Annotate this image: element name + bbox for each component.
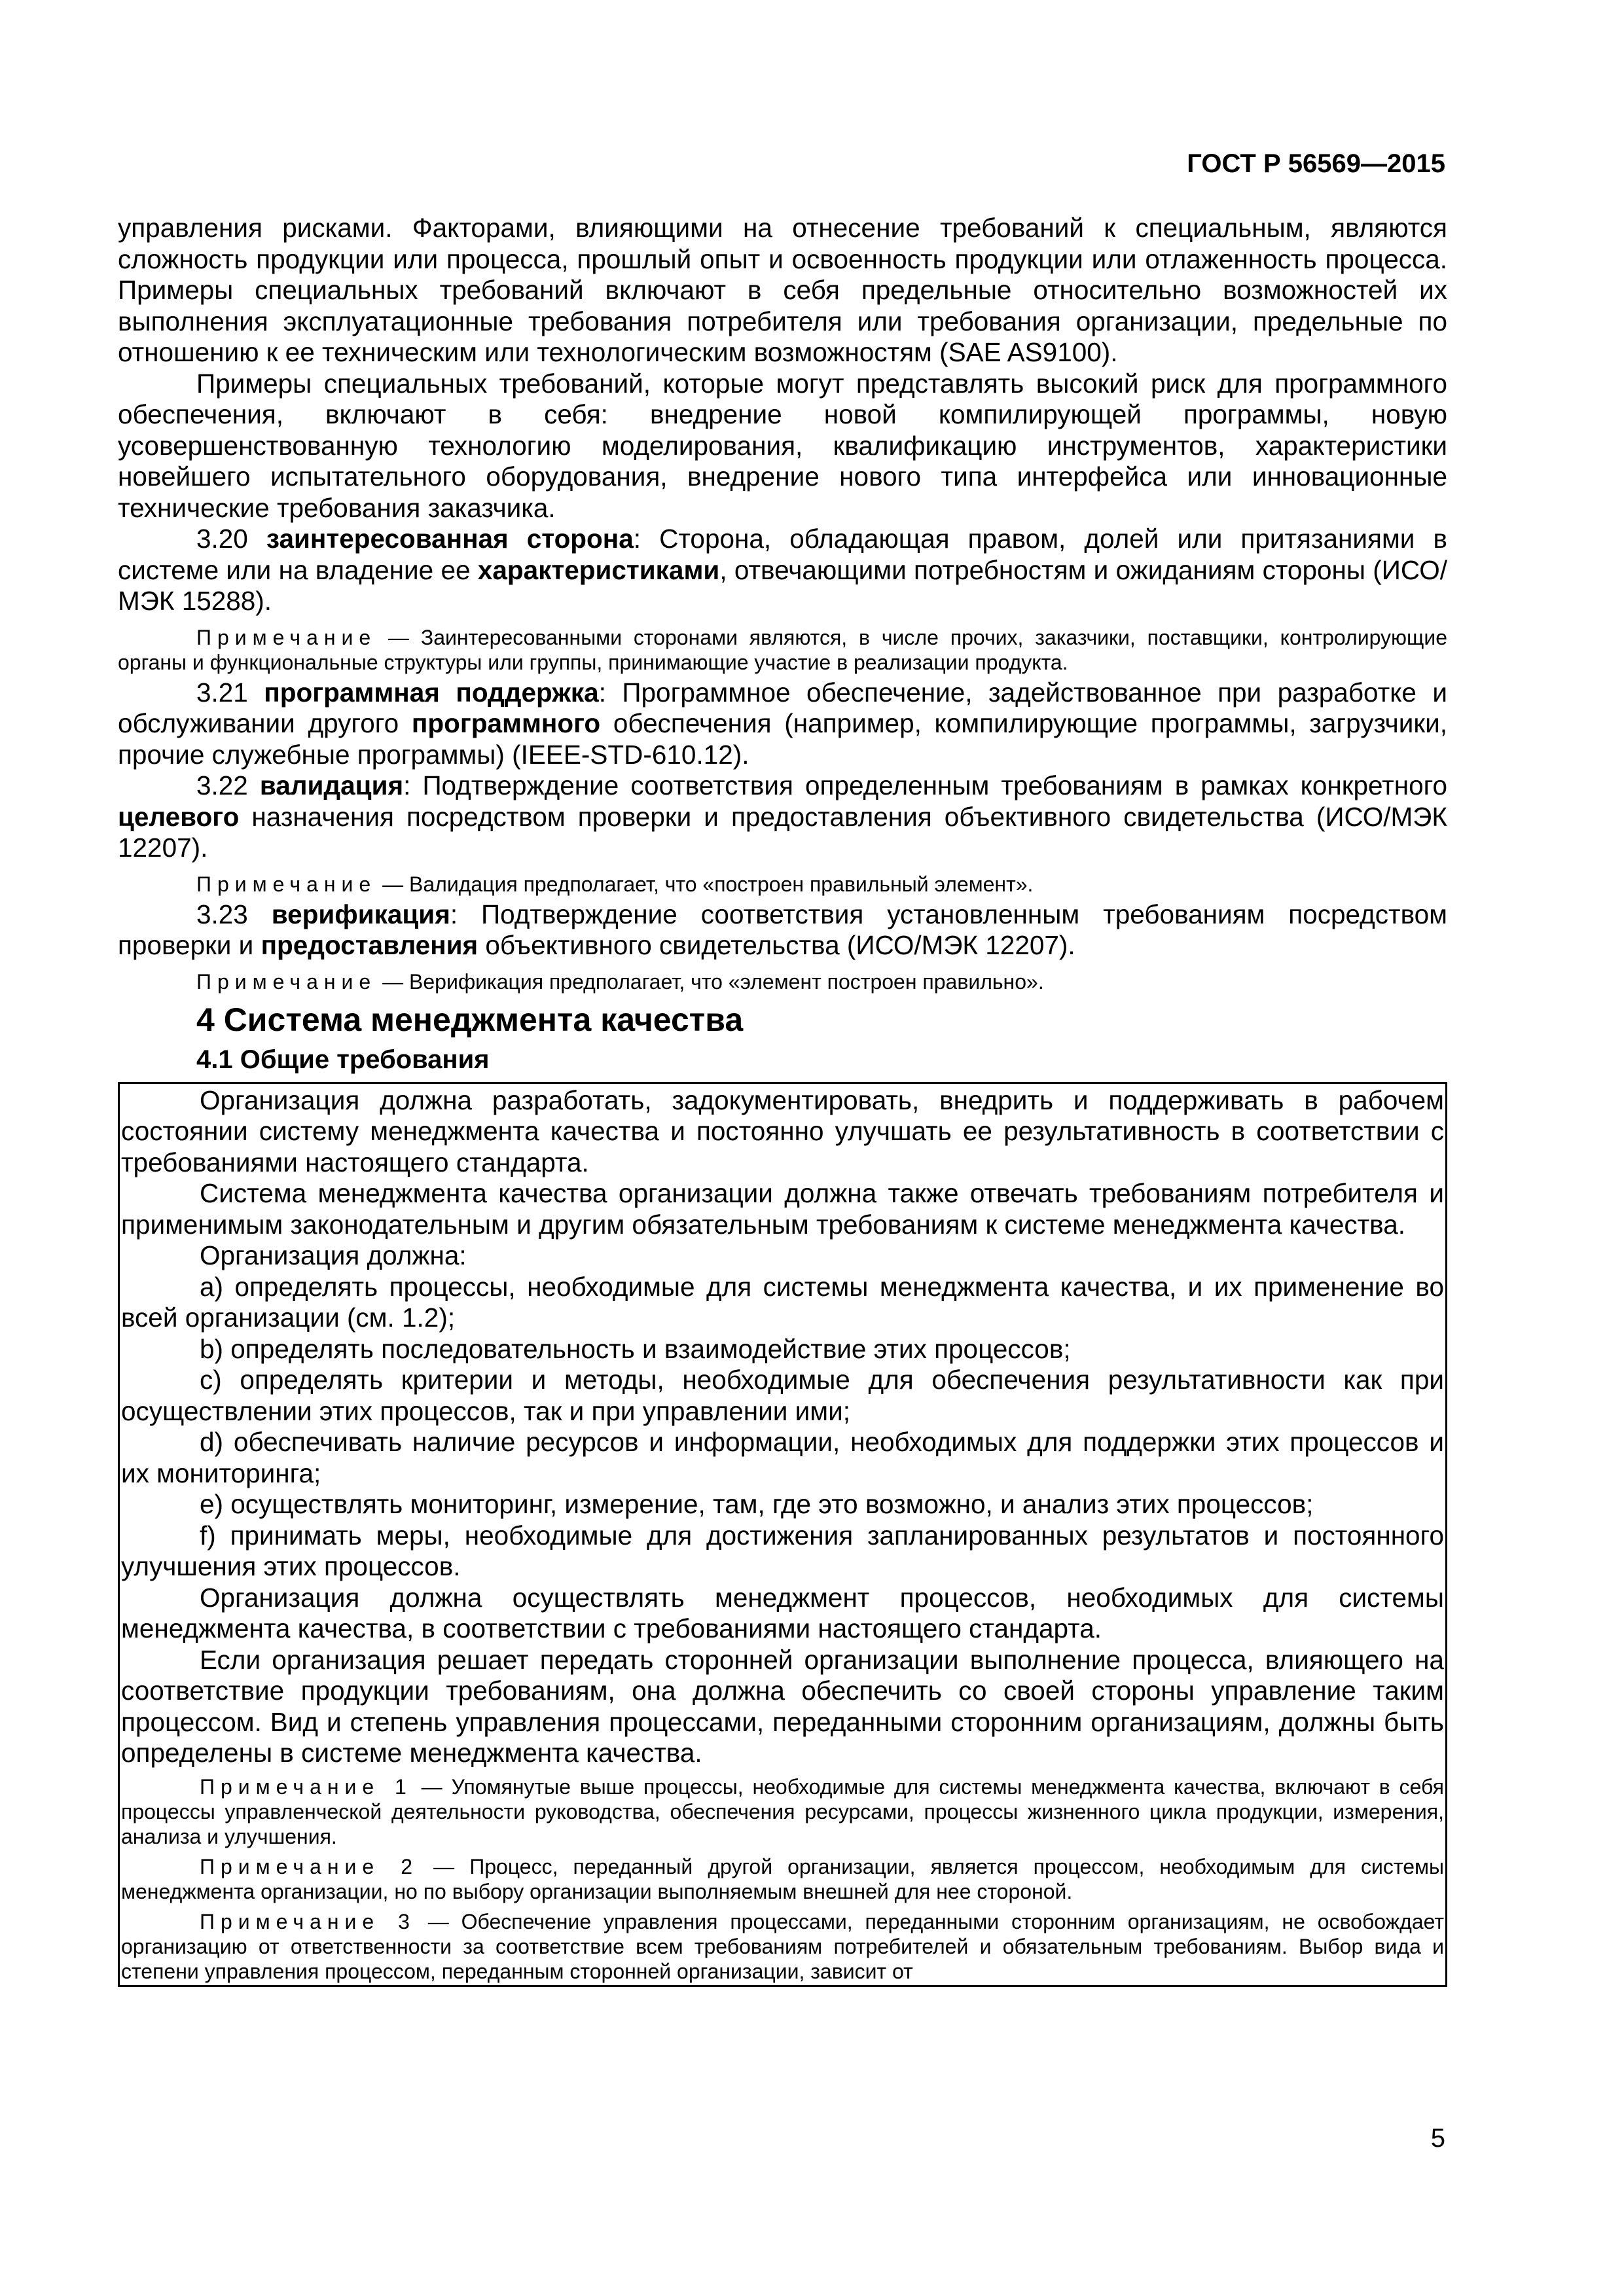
term-emphasis: характеристиками	[477, 554, 720, 585]
definition-text: : Подтверждение соответствия установленным требованиям посредством проверки и	[118, 899, 1448, 960]
note-label: Примечание	[196, 969, 377, 994]
box-note-2	[121, 1854, 1444, 1904]
note-text: — Заинтересованными сторонами являются, в числе прочих, заказчики, поставщики, контролирующие органы и функциональные структуры или группы, принимающие участие в реализации продукта.	[118, 625, 1447, 674]
definition-3-21	[118, 677, 1447, 771]
term-emphasis: целевого	[118, 801, 240, 832]
definition-text: объективного свидетельства (ИСО/МЭК 12207).	[478, 930, 1075, 960]
subsection-heading: 4.1 Общие требования	[196, 1045, 490, 1074]
term-emphasis: программного	[411, 708, 601, 738]
definition-3-20	[118, 524, 1447, 617]
term-number: 3.23	[196, 899, 272, 929]
section-heading: 4 Система менеджмента качества	[196, 1001, 744, 1038]
note-label: Примечание 1	[200, 1774, 412, 1799]
definition-text: назначения посредством проверки и предоставления объективного свидетельства (ИСО/МЭК 12207).	[118, 801, 1447, 863]
list-item-b: b) определять последовательность и взаимодействие этих процессов;	[200, 1333, 1071, 1364]
box-paragraph: Организация должна разработать, задокументировать, внедрить и поддерживать в рабочем состоянии систему менеджмента качества и постоянно улучшать ее результативность в соответствии с требованиями настоящего стандарта.	[121, 1085, 1444, 1177]
note-label: Примечание 2	[200, 1854, 419, 1878]
requirements-box	[118, 1082, 1447, 1987]
note-text: — Верификация предполагает, что «элемент построен правильно».	[376, 969, 1044, 994]
paragraph: Примеры специальных требований, которые могут представлять высокий риск для программного обеспечения, включают в себя: внедрение новой компилирующей программы, новую усовершенствованную технологию моделирования, квалификацию инструментов, характеристики новейшего испытательного оборудования, внедрение нового типа интерфейса или инновационные технические требования заказчика.	[118, 368, 1447, 523]
note-label: Примечание	[196, 625, 377, 649]
term: валидация	[259, 770, 404, 800]
box-paragraph: Если организация решает передать сторонней организации выполнение процесса, влияющего на соответствие продукции требованиям, она должна обеспечить со своей стороны управление таким процессом. Вид и степень управления процессами, переданными сторонним организациям, должны быть определены в системе менеджмента качества.	[121, 1644, 1444, 1768]
list-item-d: d) обеспечивать наличие ресурсов и информации, необходимых для поддержки этих процессов и их мониторинга;	[121, 1427, 1444, 1488]
box-paragraph: Система менеджмента качества организации должна также отвечать требованиям потребителя и применимым законодательным и другим обязательным требованиям к системе менеджмента качества.	[121, 1178, 1444, 1240]
list-item-e: e) осуществлять мониторинг, измерение, там, где это возможно, и анализ этих процессов;	[200, 1489, 1314, 1519]
box-note-3	[121, 1909, 1444, 1984]
term: программная поддержка	[264, 677, 599, 708]
term: заинтересованная сторона	[266, 524, 634, 554]
note-3-22	[118, 872, 1447, 897]
definition-text: , отвечающими потребностям и ожиданиям стороны (ИСО/МЭК 15288).	[118, 554, 1447, 616]
term-number: 3.21	[196, 677, 264, 708]
note-text: — Процесс, переданный другой организации, является процессом, необходимым для системы менеджмента организации, но по выбору организации выполняемым внешней для нее стороной.	[121, 1854, 1445, 1903]
note-label: Примечание	[196, 872, 377, 896]
note-3-20	[118, 625, 1447, 675]
note-text: — Валидация предполагает, что «построен правильный элемент».	[376, 872, 1034, 896]
term-emphasis: предоставления	[261, 930, 478, 960]
box-note-1	[121, 1774, 1444, 1849]
note-text: — Упомянутые выше процессы, необходимые для системы менеджмента качества, включают в себя процессы управленческой деятельности руководства, обеспечения ресурсами, процессы жизненного цикла продукции, измерения, анализа и улучшения.	[121, 1774, 1445, 1848]
term-number: 3.22	[196, 770, 260, 800]
term: верификация	[271, 899, 450, 929]
box-paragraph: Организация должна:	[200, 1240, 467, 1270]
note-3-23	[118, 969, 1447, 994]
list-item-f: f) принимать меры, необходимые для достижения запланированных результатов и постоянного улучшения этих процессов.	[121, 1520, 1444, 1581]
list-item-c: c) определять критерии и методы, необходимые для обеспечения результативности как при осуществлении этих процессов, так и при управлении ими;	[121, 1365, 1444, 1426]
note-label: Примечание 3	[200, 1909, 416, 1933]
list-item-a: a) определять процессы, необходимые для системы менеджмента качества, и их применение во всей организации (см. 1.2);	[121, 1271, 1444, 1333]
box-paragraph: Организация должна осуществлять менеджмент процессов, необходимых для системы менеджмента качества, в соответствии с требованиями настоящего стандарта.	[121, 1582, 1444, 1643]
page-content	[118, 213, 1447, 1987]
term-number: 3.20	[196, 524, 266, 554]
definition-text: : Сторона, обладающая правом, долей или притязаниями в системе или на владение ее	[118, 524, 1447, 585]
definition-text: : Программное обеспечение, задействованное при разработке и обслуживании другого	[118, 677, 1448, 738]
note-text: — Обеспечение управления процессами, переданными сторонним организациям, не освобождает организацию от ответственности за соответствие всем требованиям потребителей и обязательным требованиям. Выбор вида и степени управления процессом, переданным сторонней организации, зависит от	[121, 1909, 1445, 1983]
document-header: ГОСТ Р 56569—2015	[1187, 149, 1445, 178]
definition-3-22	[118, 770, 1447, 864]
definition-text: : Подтверждение соответствия определенным требованиям в рамках конкретного	[403, 770, 1448, 800]
page-number: 5	[1430, 2124, 1445, 2153]
paragraph: управления рисками. Факторами, влияющими на отнесение требований к специальным, являются сложность продукции или процесса, прошлый опыт и освоенность продукции или отлаженность процесса. Примеры специальных требований включают в себя предельные относительно возможностей их выполнения эксплуатационные требования потребителя или требования организации, предельные по отношению к ее техническим или технологическим возможностям (SAE AS9100).	[118, 213, 1447, 367]
definition-3-23	[118, 899, 1447, 961]
definition-text: обеспечения (например, компилирующие программы, загрузчики, прочие служебные программы) (IEEE-STD-610.12).	[118, 708, 1447, 770]
